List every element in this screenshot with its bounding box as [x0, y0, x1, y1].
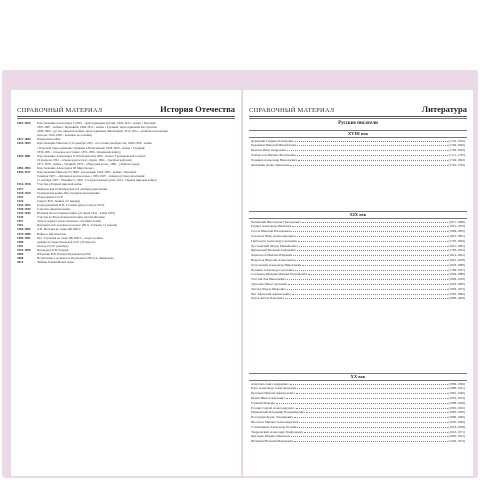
history-text: 1805-1807 - войны с Францией; 1806-1812 - война с Турцией, присоединение Бессарабии; — [37, 125, 158, 130]
history-date: 1991-1999 — [17, 247, 31, 252]
leader-dots — [299, 424, 448, 428]
leader-dots — [308, 272, 448, 276]
history-date: 1961 — [17, 223, 24, 228]
history-text: 19 февраля 1861 - отмена крепостного права; 1864 - судебная реформа; — [37, 157, 133, 162]
writer-years: (1905-1984) — [448, 419, 465, 424]
history-timeline — [17, 121, 235, 264]
left-page-title: История Отечества — [160, 104, 235, 114]
writer-name: Булгаков Михаил Афанасьевич — [251, 391, 295, 396]
century-writers — [251, 381, 465, 443]
history-text: Советско-финская война — [37, 206, 70, 211]
leader-dots — [294, 439, 447, 443]
right-page — [243, 90, 473, 476]
writer-name: Гоголь Николай Васильевич — [251, 229, 291, 234]
history-text: походы; 1816-1826 - военные поселения) — [37, 133, 92, 138]
left-page-label: СПРАВОЧНЫЙ МАТЕРИАЛ — [17, 107, 103, 114]
writer-years: (1893-1930) — [448, 410, 465, 415]
writer-name: Шукшин Василий Макарович — [251, 439, 294, 444]
writer-name: Есенин Сергей Александрович — [251, 405, 295, 410]
history-date: 1924-1953 — [17, 202, 31, 207]
history-date: 1922 — [17, 194, 24, 199]
writer-years: (1799-1837) — [448, 267, 465, 272]
leader-dots — [306, 410, 448, 414]
history-date: 1979-1989 — [17, 231, 31, 236]
writer-name: Шолохов Михаил Александрович — [251, 419, 299, 424]
writer-years: (1769-1844) — [448, 148, 465, 153]
writer-years: (1795-1829) — [448, 238, 465, 243]
leader-dots — [288, 281, 447, 285]
writer-years: (1823-1886) — [448, 262, 465, 267]
history-date: 2000 — [17, 252, 24, 256]
history-text: Президент Б.Н. Ельцин — [37, 247, 69, 252]
right-page-label: СПРАВОЧНЫЙ МАТЕРИАЛ — [249, 107, 335, 114]
writer-name: Солженицын Александр Исаевич — [251, 424, 298, 429]
leader-dots — [287, 286, 448, 290]
leader-dots — [294, 415, 448, 419]
century-header: XIX век — [249, 211, 467, 219]
history-text: Война в Афганистане — [37, 231, 66, 236]
history-text: Участие во Второй мировой войне против Японии — [37, 215, 105, 220]
history-text: Царствование Александра III Миротворца — [37, 166, 94, 171]
writer-years: (1821-1881) — [448, 243, 465, 248]
writer-years: (1814-1841) — [448, 253, 465, 258]
leader-dots — [296, 391, 448, 395]
writer-years: (1918-2008) — [448, 424, 465, 429]
leader-dots — [295, 233, 447, 237]
history-text: Зимние Олимпийские игры — [37, 260, 74, 265]
writer-name: Карамзин Николай Михайлович — [251, 143, 297, 148]
writer-years: (1880-1921) — [448, 386, 465, 391]
writer-years: (1812-1870) — [448, 224, 465, 229]
history-date: 1991 — [17, 243, 24, 248]
leader-dots — [276, 400, 448, 404]
history-date: 1941-1945 — [17, 211, 31, 216]
history-text: Избрание В.В. Путина Президентом РФ — [37, 252, 91, 256]
writer-years: (1783-1852) — [448, 248, 465, 253]
leader-dots — [287, 148, 447, 152]
writer-name: Твардовский Александр Трифонович — [251, 429, 304, 434]
leader-dots — [297, 152, 448, 156]
writer-name: Салтыков-Щедрин Михаил Евграфович — [251, 272, 307, 277]
writer-name: Ахматова Анна Андреевна — [251, 381, 289, 386]
history-date: 1986 — [17, 239, 24, 244]
history-date: 1918-1920 — [17, 190, 31, 195]
century-writers — [251, 138, 465, 167]
writer-years: (1870-1953) — [448, 395, 465, 400]
writer-years: (1766-1826) — [448, 143, 465, 148]
right-page-divider — [249, 118, 467, 119]
writer-name: Белинский Виссарион Григорьевич — [251, 219, 301, 224]
history-date: 1957 — [17, 219, 24, 224]
writer-years: (1929-1974) — [448, 439, 465, 444]
writer-years: (1895-1925) — [448, 405, 465, 410]
leader-dots — [286, 395, 448, 399]
history-text: Авария на Чернобыльской АЭС (26 апреля) — [37, 239, 96, 244]
writer-years: (1811-1848) — [448, 219, 465, 224]
history-date: 1855-1881 — [17, 153, 31, 158]
writer-name: Маяковский Владимир Владимирович — [251, 410, 305, 415]
writer-years: (1812-1891) — [448, 233, 465, 238]
writer-name: Гончаров Иван Александрович — [251, 233, 295, 238]
history-date: 1917 — [17, 186, 24, 191]
history-text: Царствование Александра II Освободителя (1856 - начато Третьяковской галерее; — [37, 153, 147, 158]
leader-dots — [299, 243, 448, 247]
writer-name: Некрасов Николай Алексеевич — [251, 257, 295, 262]
history-date: 1964-1982 — [17, 227, 31, 232]
history-text: М.С. Горбачёв во главе ЦК КПСС; «перестройка» — [37, 235, 104, 240]
leader-dots — [290, 381, 448, 385]
writer-years: (1749-1802) — [448, 157, 465, 162]
leader-dots — [290, 162, 447, 166]
writer-name: Островский Александр Николаевич — [251, 262, 302, 267]
leader-dots — [292, 291, 448, 295]
history-text: Царствование Александра I (1801 - присоединение Грузии; 1804-1813 - война с Персией; — [37, 121, 157, 125]
writer-name: Фет Афанасий Афанасьевич — [251, 291, 291, 296]
leader-dots — [291, 229, 447, 233]
leader-dots — [295, 257, 447, 261]
history-text: Участие в Первой мировой войне — [37, 182, 82, 187]
leader-dots — [302, 219, 448, 223]
history-date: 1894-1917 — [17, 170, 31, 175]
history-date: 1825-1855 — [17, 141, 31, 146]
history-date: 1945 — [17, 215, 24, 220]
writer-years: (1910-1971) — [448, 429, 465, 434]
writer-name: Крылов Иван Андреевич — [251, 148, 287, 153]
leader-dots — [299, 419, 447, 423]
writer-name: Радищев Александр Николаевич — [251, 157, 297, 162]
writer-name: Тютчев Фёдор Иванович — [251, 286, 286, 291]
history-text: 1808-1809 - русско-шведская война, присоединение Финляндии; 1812-1814 - антинаполеоновские — [37, 129, 168, 134]
history-text: 9 января 1905 - «Кровавое воскресенье»; 1905-1907 - первая русская революция; — [37, 174, 146, 179]
writer-name: Цветаева Марина Ивановна — [251, 434, 291, 439]
history-date: 1924 — [17, 198, 24, 203]
history-text: Кавказская война — [37, 137, 61, 142]
leader-dots — [298, 157, 448, 161]
writer-name: Бунин Иван Алексеевич — [251, 395, 285, 400]
writer-name: Ломоносов Михаил Васильевич — [251, 152, 296, 157]
writer-name: Чехов Антон Павлович — [251, 296, 284, 301]
writer-name: Пастернак Борис Леонидович — [251, 415, 293, 420]
century-header: XVIII век — [249, 130, 467, 138]
writer-name: Достоевский Фёдор Михайлович — [251, 243, 298, 248]
writer-years: (1889-1966) — [448, 381, 465, 386]
history-date: 1939-1940 — [17, 206, 31, 211]
leader-dots — [293, 253, 447, 257]
history-date: 1881-1894 — [17, 166, 31, 171]
writer-name: Герцен Александр Иванович — [251, 224, 292, 229]
writer-years: (1820-1892) — [448, 291, 465, 296]
writer-years: (1828-1910) — [448, 277, 465, 282]
right-page-title: Литература — [421, 104, 467, 114]
leader-dots — [297, 143, 447, 147]
writer-row — [251, 162, 465, 167]
writer-years: (1868-1936) — [448, 400, 465, 405]
leader-dots — [295, 138, 448, 142]
leader-dots — [292, 224, 447, 228]
leader-dots — [304, 429, 447, 433]
writer-name: Толстой Лев Николаевич — [251, 277, 286, 282]
writer-name: Горький Максим — [251, 400, 275, 405]
writer-name: Жуковский Василий Андреевич — [251, 248, 296, 253]
writer-name: Лермонтов Михаил Юрьевич — [251, 253, 293, 258]
writer-years: (1711-1765) — [448, 152, 465, 157]
left-page — [11, 90, 241, 476]
writer-years: (1745-1792) — [448, 162, 465, 167]
history-text: 17 октября 1905 - Манифест; 1906 - Государственная дума; 1914 - Первая мировая война) — [37, 178, 157, 183]
writer-years: (1891-1940) — [448, 391, 465, 396]
writer-years: (1803-1873) — [448, 286, 465, 291]
leader-dots — [297, 386, 447, 390]
history-date: 1817-1864 — [17, 137, 31, 142]
history-text: Смерть В.И. Ленина (21 января) — [37, 198, 81, 203]
leader-dots — [285, 296, 448, 300]
history-text: Первый полёт человека в космос (Ю.А. Гагарин, 12 апреля) — [37, 223, 117, 228]
left-page-divider — [17, 118, 235, 119]
leader-dots — [296, 405, 448, 409]
writer-years: (1860-1904) — [448, 296, 465, 301]
history-row — [17, 260, 235, 264]
history-text: 1830-1831 - польское восстание; 1853-1856 - Крымская война) — [37, 149, 121, 154]
history-date: 2014 — [17, 260, 24, 265]
writer-years: (1892-1941) — [448, 434, 465, 439]
writer-row — [251, 296, 465, 301]
leader-dots — [298, 238, 447, 242]
writer-years: (1821-1878) — [448, 257, 465, 262]
history-text: Распад СССР (декабрь) — [37, 243, 69, 248]
history-text: Царствование Николая II (1896 - коронация; 1904-1905 - война с Японией; — [37, 170, 137, 175]
century-writers — [251, 219, 465, 301]
writer-years: (1890-1960) — [448, 415, 465, 420]
writer-years: (1826-1889) — [448, 272, 465, 277]
right-page-header — [249, 100, 467, 117]
history-text: Великая Отечественная война (22 июня 1941 - 9 мая 1945) — [37, 211, 116, 216]
writer-name: Фонвизин Денис Иванович — [251, 162, 290, 167]
leader-dots — [295, 267, 448, 271]
writer-years: (1743-1816) — [448, 138, 465, 143]
history-text: Февральская и Октябрьская (25 октября) революции — [37, 186, 108, 191]
history-text: Царствование Николая I (14 декабря 1825 - восстание декабристов; 1826-1828 - война — [37, 141, 152, 146]
writer-name: Тургенев Иван Сергеевич — [251, 281, 288, 286]
history-date: 1801-1825 — [17, 121, 31, 125]
leader-dots — [291, 434, 448, 438]
writer-name: Грибоедов Александр Сергеевич — [251, 238, 298, 243]
history-text: Запуск первого искусственного спутника Земли — [37, 219, 102, 224]
history-text: Гражданская война. Иностранная интервенция — [37, 190, 100, 195]
history-text: с Персией; присоединение Эривани и Нахичевани; 1828-1829 - война с Турцией; — [37, 145, 146, 150]
writer-years: (1818-1883) — [448, 281, 465, 286]
section-title: Русские писатели — [338, 121, 378, 126]
leader-dots — [287, 277, 448, 281]
century-header: XX век — [249, 373, 467, 381]
writer-row — [251, 439, 465, 444]
history-text: Л.И. Брежнев во главе ЦК КПСС — [37, 227, 82, 232]
writer-name: Блок Александр Александрович — [251, 386, 297, 391]
history-text: Годы правления И.В. Сталина (умер 5 марта 1953) — [37, 202, 105, 207]
leader-dots — [297, 248, 448, 252]
history-date: 2008 — [17, 256, 24, 261]
history-text: 1877-1878 - война с Турцией; 1879 - «Народная воля»; 1881 - убийство царя) — [37, 161, 140, 166]
history-text: Образование СССР — [37, 194, 64, 199]
writer-years: (1809-1852) — [448, 229, 465, 234]
history-date: 1914-1918 — [17, 182, 31, 187]
history-text: Вступление в должность Президента РФ Д.А. Медведева — [37, 256, 114, 261]
writer-name: Державин Гавриил Романович — [251, 138, 294, 143]
history-date: 1985-1991 — [17, 235, 31, 240]
writer-name: Пушкин Александр Сергеевич — [251, 267, 294, 272]
leader-dots — [302, 262, 447, 266]
left-page-header — [17, 100, 235, 117]
